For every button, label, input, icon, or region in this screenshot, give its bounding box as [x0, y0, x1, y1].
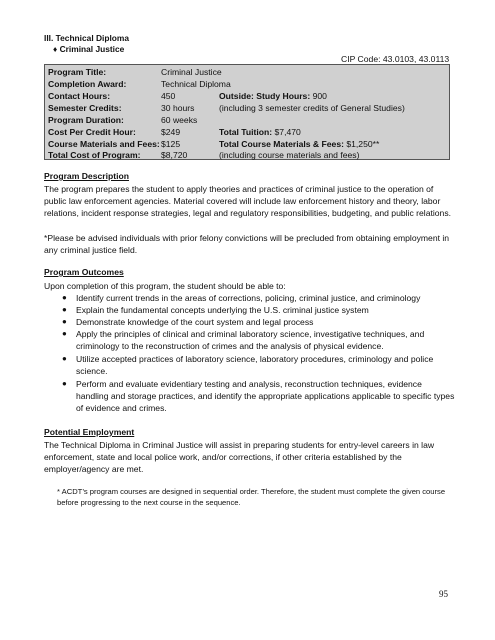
info-row	[45, 66, 449, 78]
program-description-heading: Program Description	[44, 171, 130, 181]
bullet-icon: ●	[62, 329, 67, 338]
outcomes-intro: Upon completion of this program, the student should be able to:	[44, 281, 286, 291]
info-extra: (including 3 semester credits of General Studies)	[219, 103, 405, 113]
info-extra-value: $1,250**	[343, 139, 380, 149]
bullet-icon: ●	[62, 354, 67, 363]
program-info-box	[44, 64, 450, 160]
info-value: Criminal Justice	[161, 67, 222, 77]
felony-notice: *Please be advised individuals with prior felony convictions will be precluded from obtaining employment in any criminal justice field.	[44, 233, 450, 255]
bullet-icon: ●	[62, 293, 67, 302]
info-extra	[219, 126, 301, 138]
info-extra-label: Total Tuition:	[219, 127, 273, 137]
info-extra-label: Outside: Study Hours:	[219, 91, 311, 101]
bullet-icon: ●	[62, 379, 67, 388]
info-label: Cost Per Credit Hour:	[48, 127, 136, 137]
potential-employment-text: The Technical Diploma in Criminal Justice will assist in preparing students for entry-level careers in law enforcement, state and local police work, and/or corrections, if other criteria established by the employer/agency are met.	[44, 440, 435, 474]
info-label: Total Cost of Program:	[48, 150, 141, 160]
info-value: $249	[161, 127, 181, 137]
info-value: 60 weeks	[161, 115, 198, 125]
info-row	[45, 149, 449, 161]
outcome-item: Identify current trends in the areas of corrections, policing, criminal justice, and criminology	[76, 293, 421, 303]
section-title: III. Technical Diploma	[44, 33, 130, 43]
cip-code: CIP Code: 43.0103, 43.0113	[341, 54, 450, 64]
info-row	[45, 102, 449, 114]
info-extra: (including course materials and fees)	[219, 150, 360, 160]
info-label: Course Materials and Fees:	[48, 139, 160, 149]
info-label: Semester Credits:	[48, 103, 122, 113]
program-heading	[53, 44, 124, 54]
info-row	[45, 90, 449, 102]
outcome-item: Explain the fundamental concepts underlying the U.S. criminal justice system	[76, 305, 369, 315]
outcome-item: Utilize accepted practices of laboratory science, laboratory procedures, criminology and police science.	[76, 354, 434, 376]
program-heading-label: Criminal Justice	[59, 44, 125, 54]
info-row	[45, 114, 449, 126]
potential-employment-heading: Potential Employment	[44, 427, 135, 437]
diamond-bullet-icon: ♦	[53, 44, 58, 54]
info-extra-value: 900	[310, 91, 327, 101]
program-outcomes-heading: Program Outcomes	[44, 267, 124, 277]
outcome-item: Perform and evaluate evidentiary testing and analysis, reconstruction techniques, evidence handling and storage practices, and identify the appropriate applications applicable to specific types of evidence and crimes.	[76, 379, 455, 413]
program-description-text: The program prepares the student to apply theories and practices of criminal justice to the operation of public law enforcement agencies. Material covered will include law enforcement history and theory, labor relations, incident response strategies, legal and regulatory responsibilities, budgeting, and public relations.	[44, 184, 452, 218]
info-value: Technical Diploma	[161, 79, 231, 89]
info-label: Completion Award:	[48, 79, 127, 89]
info-extra-label: Total Course Materials & Fees:	[219, 139, 344, 149]
info-row	[45, 126, 449, 138]
outcome-item: Apply the principles of clinical and criminal laboratory science, investigative techniques, and criminology to the reconstruction of crimes and the analysis of physical evidence.	[76, 329, 425, 351]
bullet-icon: ●	[62, 305, 67, 314]
page-number: 95	[439, 589, 448, 599]
info-value: 450	[161, 91, 176, 101]
info-value: 30 hours	[161, 103, 195, 113]
info-label: Program Duration:	[48, 115, 124, 125]
info-row	[45, 78, 449, 90]
info-extra	[219, 90, 327, 102]
outcome-item: Demonstrate knowledge of the court system and legal process	[76, 317, 314, 327]
info-value: $125	[161, 139, 181, 149]
info-label: Program Title:	[48, 67, 107, 77]
info-extra-value: $7,470	[272, 127, 301, 137]
info-value: $8,720	[161, 150, 188, 160]
bullet-icon: ●	[62, 317, 67, 326]
info-label: Contact Hours:	[48, 91, 111, 101]
sequence-footnote: * ACDT’s program courses are designed in sequential order. Therefore, the student must complete the given course before progressing to the next course in the sequence.	[57, 487, 446, 507]
